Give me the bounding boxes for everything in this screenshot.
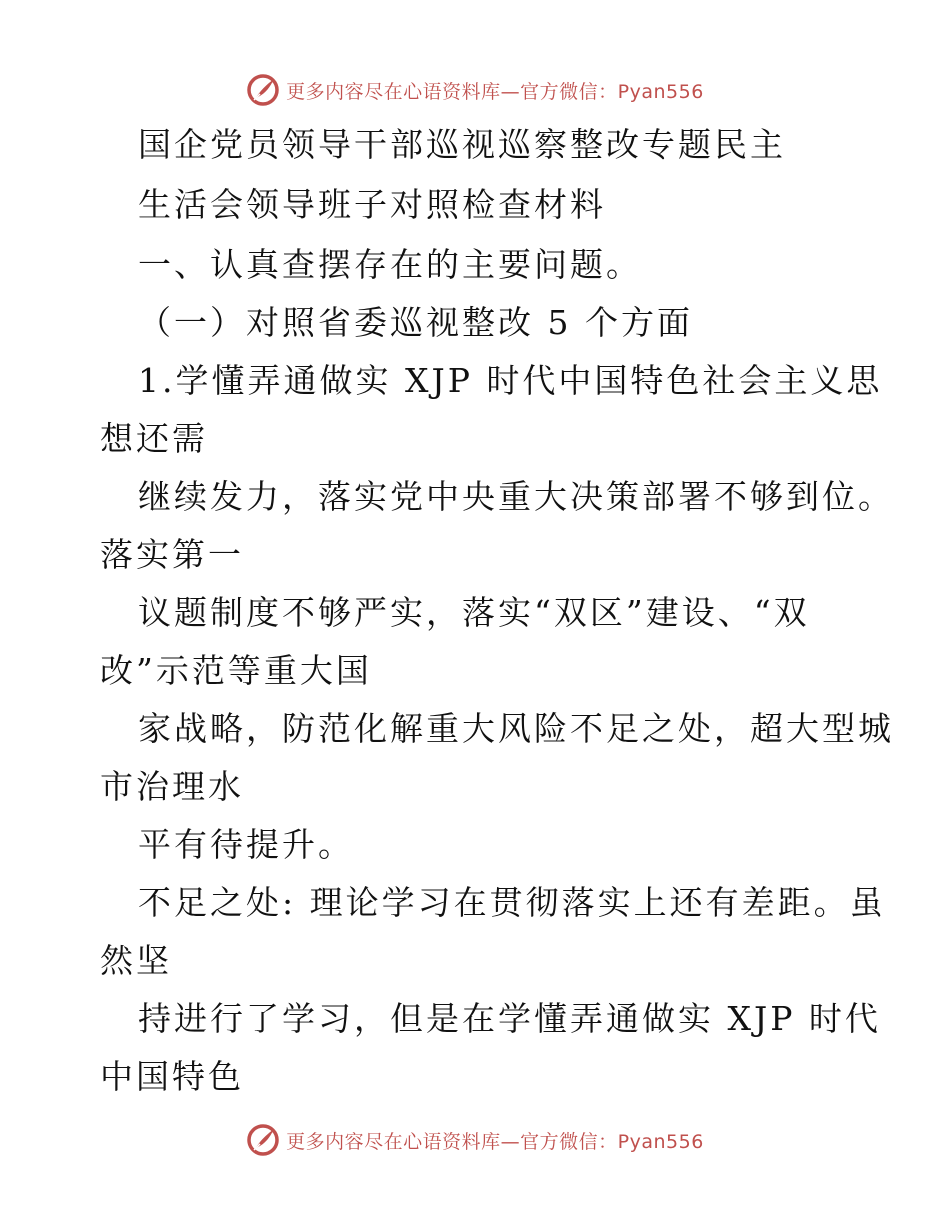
paragraph-line: 市治理水 (100, 767, 244, 806)
doc-title-line-1: 国企党员领导干部巡视巡察整改专题民主 (138, 125, 786, 164)
subsection-heading: （一）对照省委巡视整改 5 个方面 (138, 303, 693, 342)
section-heading: 一、认真查摆存在的主要问题。 (138, 245, 642, 284)
feather-quill-logo-icon (246, 73, 280, 107)
paragraph-line: 平有待提升。 (138, 825, 354, 864)
paragraph-line: 继续发力，落实党中央重大决策部署不够到位。 (138, 477, 894, 516)
paragraph-line: 不足之处: 理论学习在贯彻落实上还有差距。虽 (138, 883, 886, 922)
watermark-text: 更多内容尽在心语资料库—官方微信：Pyan556 (286, 1130, 704, 1153)
paragraph-line: 想还需 (100, 419, 208, 458)
doc-title-line-2: 生活会领导班子对照检查材料 (138, 185, 606, 224)
header-watermark (0, 70, 950, 110)
paragraph-line: 持进行了学习，但是在学懂弄通做实 XJP 时代 (138, 999, 881, 1038)
paragraph-line: 议题制度不够严实，落实“双区”建设、“双 (138, 593, 810, 632)
paragraph-line: 然坚 (100, 941, 172, 980)
paragraph-line: 改”示范等重大国 (100, 651, 372, 690)
paragraph-line: 1.学懂弄通做实 XJP 时代中国特色社会主义思 (138, 361, 883, 400)
footer-watermark (0, 1120, 950, 1160)
paragraph-line: 落实第一 (100, 535, 244, 574)
watermark-text: 更多内容尽在心语资料库—官方微信：Pyan556 (286, 80, 704, 103)
paragraph-line: 中国特色 (100, 1057, 244, 1096)
paragraph-line: 家战略，防范化解重大风险不足之处，超大型城 (138, 709, 894, 748)
feather-quill-logo-icon (246, 1123, 280, 1157)
